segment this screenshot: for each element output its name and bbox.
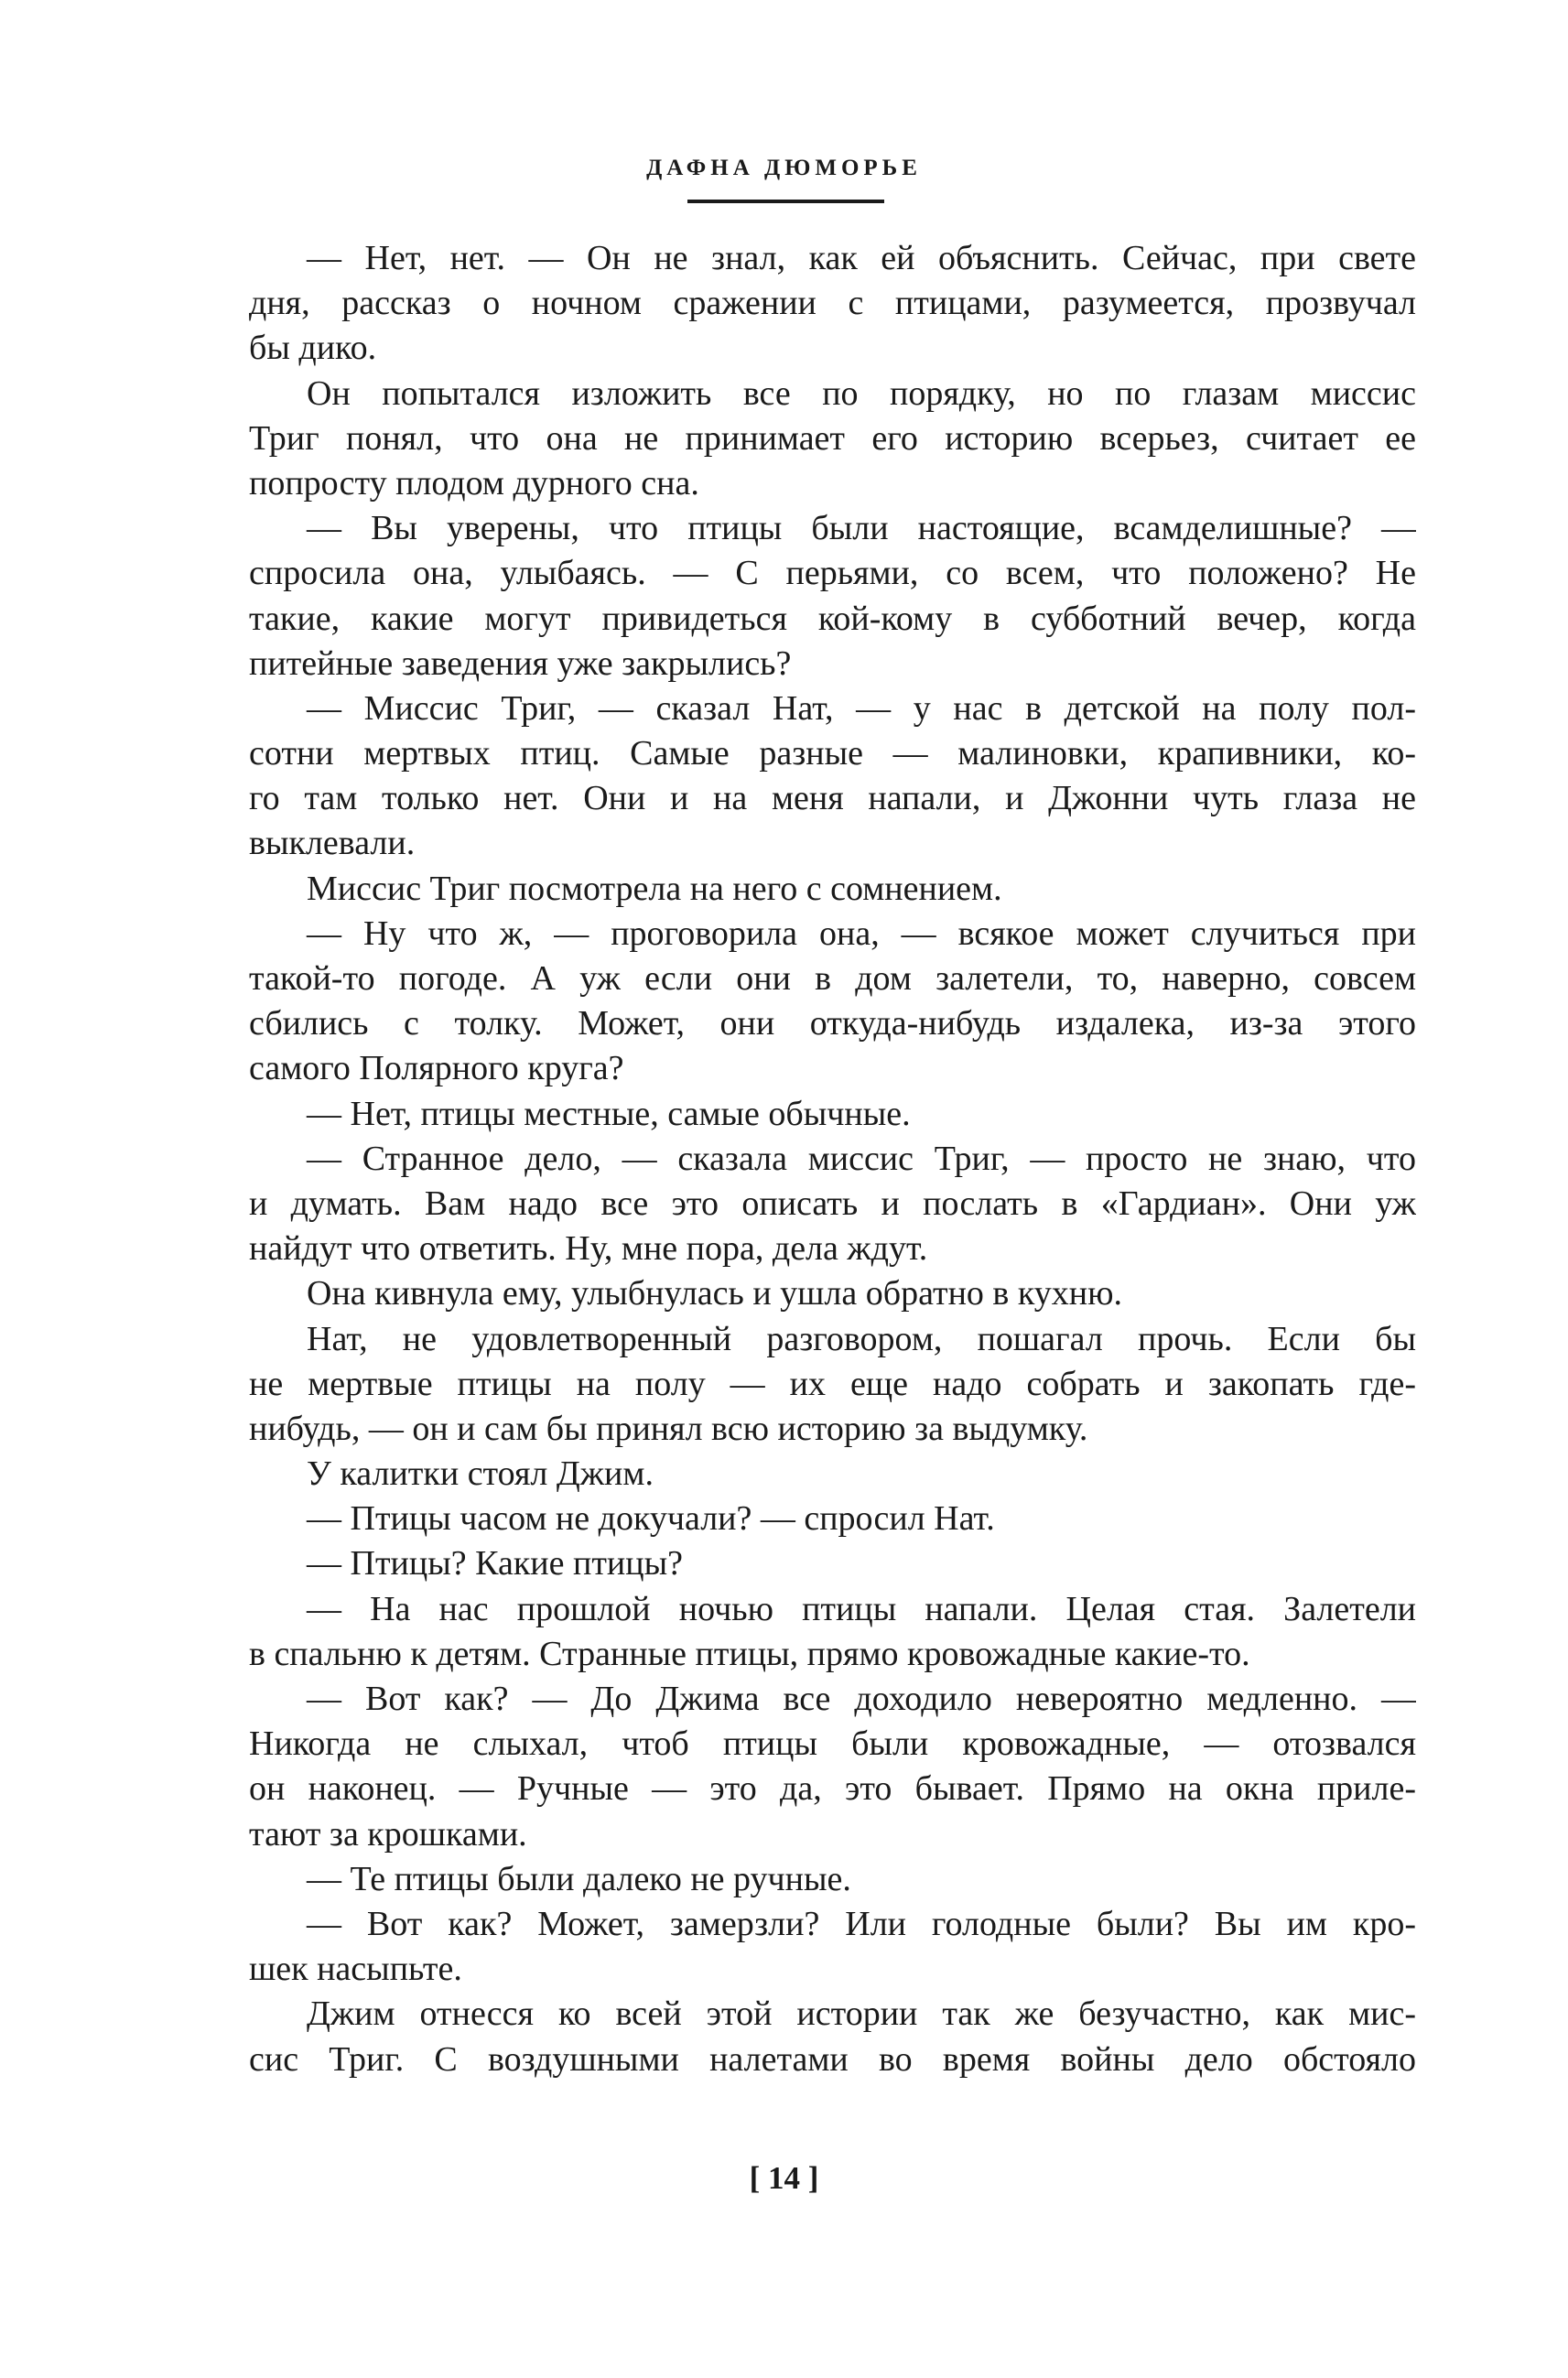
text-line: сотни мертвых птиц. Самые разные — малиновки, крапивники, ко-: [249, 734, 1416, 773]
text-line: Миссис Триг посмотрела на него с сомнением.: [307, 869, 1002, 908]
text-line: сбились с толку. Может, они откуда-нибудь издалека, из-за этого: [249, 1004, 1416, 1043]
text-line: го там только нет. Они и на меня напали, и Джонни чуть глаза не: [249, 779, 1416, 818]
text-line: шек насыпьте.: [249, 1950, 462, 1989]
text-line: такие, какие могут привидеться кой-кому в субботний вечер, когда: [249, 599, 1416, 638]
text-line: дня, рассказ о ночном сражении с птицами, разумеется, прозвучал: [249, 284, 1416, 323]
text-line: — Ну что ж, — проговорила она, — всякое может случиться при: [307, 913, 1416, 953]
text-line: нибудь, — он и сам бы принял всю историю за выдумку.: [249, 1409, 1088, 1448]
text-line: самого Полярного круга?: [249, 1049, 624, 1088]
text-line: — Нет, птицы местные, самые обычные.: [307, 1094, 911, 1133]
text-line: такой-то погоде. А уж если они в дом залетели, то, наверно, совсем: [249, 959, 1416, 998]
text-line: и думать. Вам надо все это описать и послать в «Гардиан». Они уж: [249, 1184, 1416, 1223]
body-text: [249, 236, 1416, 2082]
running-head: ДАФНА ДЮМОРЬЕ: [646, 156, 922, 180]
text-line: Никогда не слыхал, чтоб птицы были кровожадные, — отозвался: [249, 1724, 1416, 1764]
text-line: в спальню к детям. Странные птицы, прямо кровожадные какие-то.: [249, 1634, 1250, 1673]
text-line: — Птицы? Какие птицы?: [307, 1544, 684, 1584]
text-line: — Странное дело, — сказала миссис Триг, — просто не знаю, что: [307, 1139, 1416, 1178]
text-line: найдут что ответить. Ну, мне пора, дела ждут.: [249, 1229, 928, 1269]
text-line: — Нет, нет. — Он не знал, как ей объяснить. Сейчас, при свете: [307, 239, 1416, 277]
text-line: — Вот как? Может, замерзли? Или голодные были? Вы им кро-: [307, 1904, 1416, 1943]
text-line: Она кивнула ему, улыбнулась и ушла обратно в кухню.: [307, 1274, 1123, 1313]
text-line: Он попытался изложить все по порядку, но по глазам миссис: [307, 373, 1416, 413]
text-line: попросту плодом дурного сна.: [249, 463, 699, 503]
text-line: — Вы уверены, что птицы были настоящие, всамделишные? —: [307, 509, 1416, 548]
text-line: — Те птицы были далеко не ручные.: [307, 1859, 851, 1898]
text-line: питейные заведения уже закрылись?: [249, 643, 792, 683]
header-rule: [687, 200, 884, 203]
text-line: — Миссис Триг, — сказал Нат, — у нас в детской на полу пол-: [307, 688, 1416, 728]
text-line: тают за крошками.: [249, 1814, 527, 1854]
text-line: Триг понял, что она не принимает его историю всерьез, считает ее: [249, 418, 1416, 458]
text-line: он наконец. — Ручные — это да, это бывает. Прямо на окна приле-: [249, 1769, 1416, 1809]
text-line: не мертвые птицы на полу — их еще надо собрать и закопать где-: [249, 1364, 1416, 1403]
text-line: — На нас прошлой ночью птицы напали. Целая стая. Залетели: [307, 1589, 1416, 1628]
text-line: Джим отнесся ко всей этой истории так же безучастно, как мис-: [307, 1994, 1416, 2034]
text-line: — Птицы часом не докучали? — спросил Нат.: [307, 1499, 995, 1539]
text-line: спросила она, улыбаясь. — С перьями, со всем, что положено? Не: [249, 554, 1416, 593]
text-line: У калитки стоял Джим.: [307, 1454, 654, 1494]
text-line: сис Триг. С воздушными налетами во время войны дело обстояло: [249, 2039, 1416, 2079]
text-line: бы дико.: [249, 329, 377, 368]
text-line: выклевали.: [249, 824, 416, 863]
text-line: — Вот как? — До Джима все доходило невероятно медленно. —: [307, 1680, 1416, 1718]
page-number: [ 14 ]: [749, 2160, 819, 2196]
text-line: Нат, не удовлетворенный разговором, пошагал прочь. Если бы: [307, 1319, 1416, 1358]
